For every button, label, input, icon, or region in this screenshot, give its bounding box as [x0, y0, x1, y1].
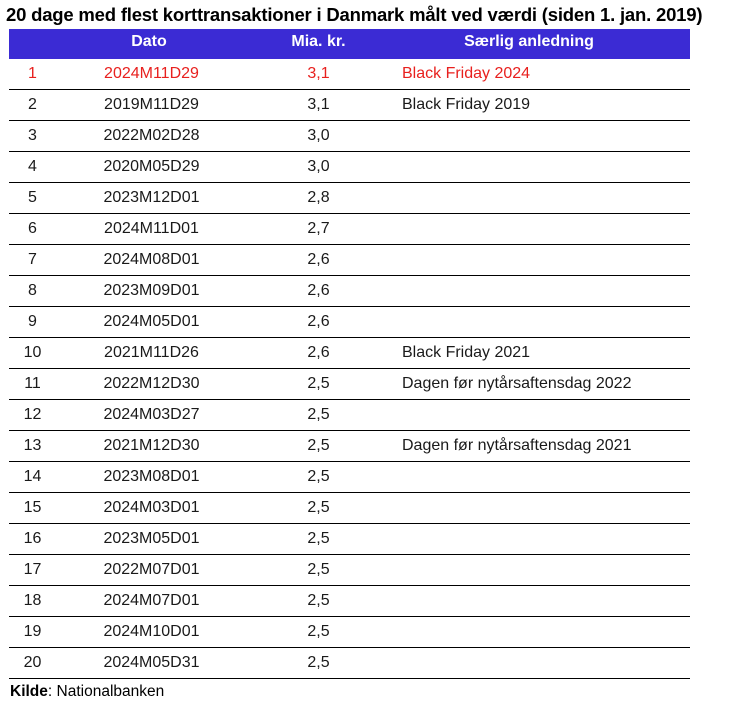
source-label: Kilde: [10, 683, 48, 700]
rank-cell: 19: [23, 623, 42, 640]
date-cell: 2024M11D01: [104, 220, 199, 237]
source-text: : Nationalbanken: [47, 683, 165, 700]
table-row: [9, 214, 690, 245]
table-row: [9, 617, 690, 648]
table-row: [9, 276, 690, 307]
note-cell: Black Friday 2019: [402, 96, 531, 113]
rank-cell: 2: [28, 96, 37, 113]
value-cell: 2,6: [307, 344, 330, 361]
table-row: [9, 431, 690, 462]
table-row: [9, 152, 690, 183]
rank-cell: 18: [23, 592, 42, 609]
rank-cell: 14: [23, 468, 42, 485]
date-cell: 2024M11D29: [104, 65, 199, 82]
value-cell: 2,5: [307, 468, 330, 485]
table-row: [9, 90, 690, 121]
date-cell: 2021M12D30: [103, 437, 200, 454]
rank-cell: 12: [23, 406, 42, 423]
rank-cell: 16: [23, 530, 42, 547]
date-cell: 2024M07D01: [103, 592, 200, 609]
value-cell: 2,5: [307, 592, 330, 609]
value-cell: 2,6: [307, 282, 330, 299]
transactions-table: [9, 29, 690, 679]
table-row: [9, 245, 690, 276]
rank-cell: 11: [24, 375, 41, 392]
date-cell: 2024M05D31: [103, 654, 200, 671]
date-cell: 2024M08D01: [103, 251, 200, 268]
table-row: [9, 307, 690, 338]
value-cell: 3,0: [307, 158, 330, 175]
value-cell: 2,7: [307, 220, 330, 237]
rank-cell: 9: [28, 313, 37, 330]
table-row: [9, 400, 690, 431]
rank-cell: 3: [28, 127, 37, 144]
rank-cell: 10: [23, 344, 42, 361]
date-cell: 2024M05D01: [103, 313, 200, 330]
rank-cell: 17: [23, 561, 42, 578]
date-cell: 2022M02D28: [103, 127, 200, 144]
date-cell: 2024M03D27: [103, 406, 200, 423]
note-cell: Black Friday 2021: [402, 344, 531, 361]
rank-cell: 4: [28, 158, 37, 175]
value-cell: 2,5: [307, 623, 330, 640]
value-cell: 2,5: [307, 437, 330, 454]
table-row: [9, 338, 690, 369]
rank-cell: 20: [23, 654, 42, 671]
date-cell: 2023M12D01: [103, 189, 200, 206]
header-dato: Dato: [131, 33, 167, 50]
value-cell: 2,8: [307, 189, 330, 206]
rank-cell: 1: [28, 65, 37, 82]
table-row: [9, 462, 690, 493]
rank-cell: 13: [23, 437, 42, 454]
table-header: [9, 29, 690, 59]
table-row: [9, 59, 690, 90]
table-row: [9, 555, 690, 586]
value-cell: 2,5: [307, 499, 330, 516]
date-cell: 2024M03D01: [103, 499, 200, 516]
table-row: [9, 183, 690, 214]
header-saerlig-anledning: Særlig anledning: [464, 33, 594, 50]
value-cell: 2,6: [307, 313, 330, 330]
table-row: [9, 369, 690, 400]
table-row: [9, 586, 690, 617]
rank-cell: 8: [28, 282, 37, 299]
date-cell: 2023M09D01: [103, 282, 200, 299]
value-cell: 2,5: [307, 530, 330, 547]
rank-cell: 5: [28, 189, 37, 206]
value-cell: 2,6: [307, 251, 330, 268]
page-title: 20 dage med flest korttransaktioner i Danmark målt ved værdi (siden 1. jan. 2019): [6, 4, 703, 25]
date-cell: 2019M11D29: [104, 96, 199, 113]
value-cell: 2,5: [307, 406, 330, 423]
source-note: [10, 683, 164, 701]
date-cell: 2024M10D01: [103, 623, 200, 640]
date-cell: 2021M11D26: [104, 344, 199, 361]
table-row: [9, 493, 690, 524]
table-row: [9, 121, 690, 152]
note-cell: Dagen før nytårsaftensdag 2021: [402, 437, 632, 454]
table-row: [9, 648, 690, 679]
note-cell: Black Friday 2024: [402, 65, 531, 82]
value-cell: 3,1: [307, 96, 330, 113]
value-cell: 3,0: [307, 127, 330, 144]
date-cell: 2023M05D01: [103, 530, 200, 547]
date-cell: 2022M12D30: [103, 375, 200, 392]
value-cell: 2,5: [307, 654, 330, 671]
table-body: [9, 59, 690, 679]
header-mia-kr: Mia. kr.: [291, 33, 346, 50]
rank-cell: 6: [28, 220, 37, 237]
date-cell: 2022M07D01: [103, 561, 200, 578]
value-cell: 3,1: [307, 65, 330, 82]
rank-cell: 7: [28, 251, 37, 268]
value-cell: 2,5: [307, 561, 330, 578]
rank-cell: 15: [23, 499, 42, 516]
date-cell: 2023M08D01: [103, 468, 200, 485]
value-cell: 2,5: [307, 375, 330, 392]
table-row: [9, 524, 690, 555]
date-cell: 2020M05D29: [103, 158, 200, 175]
note-cell: Dagen før nytårsaftensdag 2022: [402, 375, 632, 392]
